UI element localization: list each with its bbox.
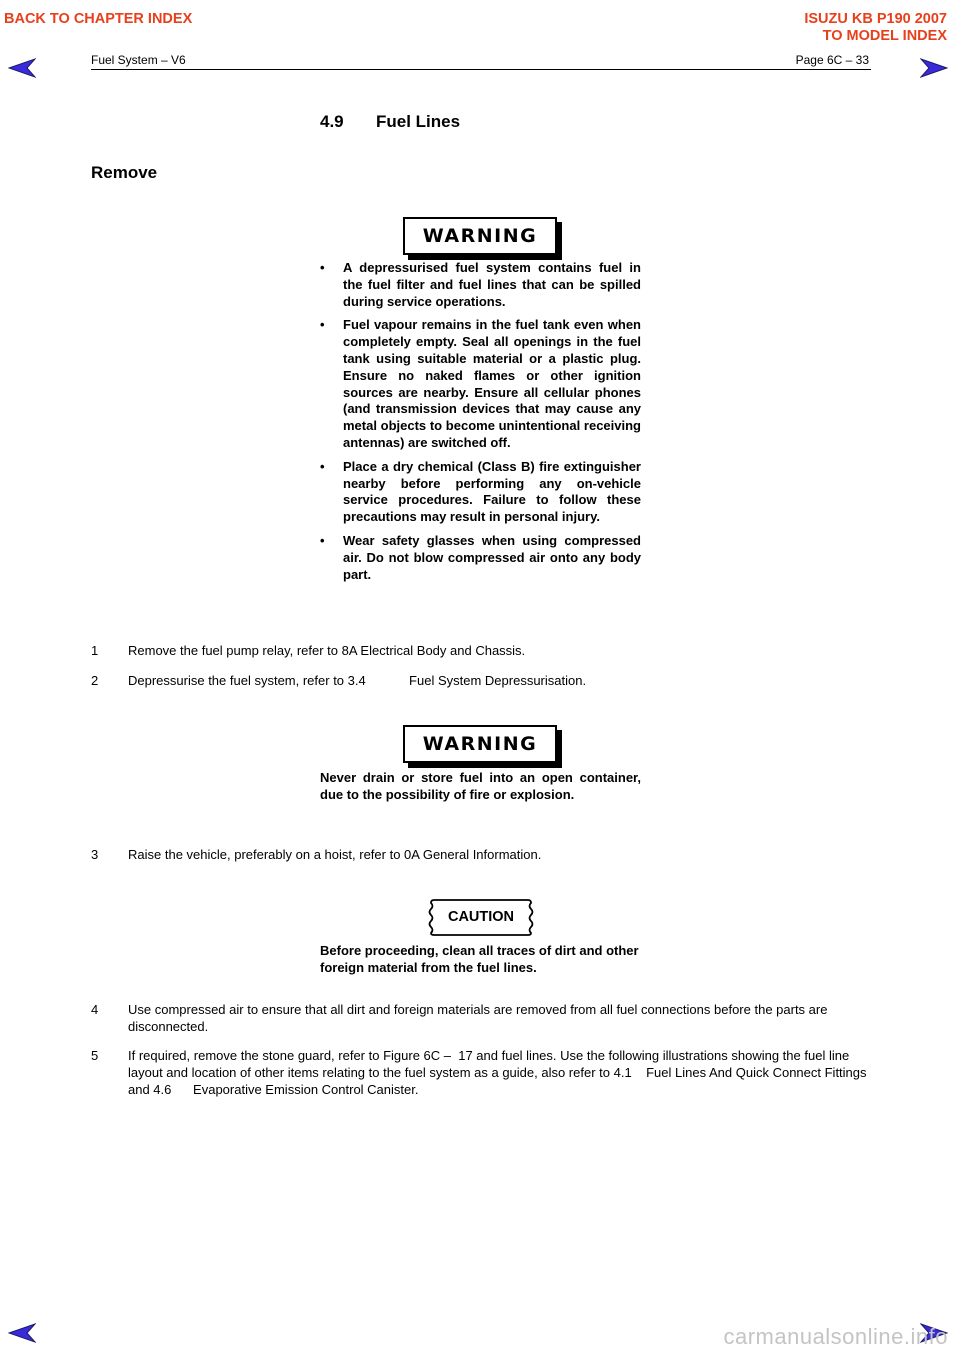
step-number: 2 bbox=[91, 673, 99, 688]
next-page-arrow-icon[interactable] bbox=[920, 58, 948, 78]
procedure-step bbox=[91, 1002, 871, 1036]
subsection-heading: Remove bbox=[91, 163, 158, 182]
section-number: 4.9 bbox=[320, 112, 344, 131]
step-number: 1 bbox=[91, 643, 99, 658]
warning-bullet: • A depressurised fuel system contains fuel in the fuel filter and fuel lines that can be spilled during service operations. bbox=[320, 260, 641, 309]
warning-bullet-list bbox=[320, 260, 641, 590]
warning-text: Never drain or store fuel into an open container, due to the possibility of fire or explosion. bbox=[320, 770, 641, 802]
section-title: Fuel Lines bbox=[376, 112, 461, 131]
prev-page-arrow-icon[interactable] bbox=[8, 58, 36, 78]
step-text: Depressurise the fuel system, refer to 3.4 Fuel System Depressurisation. bbox=[128, 673, 587, 688]
bullet-icon: • bbox=[320, 532, 325, 548]
model-index-link[interactable] bbox=[804, 11, 947, 45]
caution-text: Before proceeding, clean all traces of dirt and other foreign material from the fuel lines. bbox=[320, 943, 639, 975]
model-line-1: ISUZU KB P190 2007 bbox=[804, 11, 947, 27]
procedure-step bbox=[91, 643, 871, 660]
step-number: 3 bbox=[91, 847, 99, 862]
bullet-icon: • bbox=[320, 458, 325, 474]
bullet-icon: • bbox=[320, 260, 325, 275]
header-divider bbox=[91, 69, 871, 70]
watermark: carmanualsonline.info bbox=[723, 1324, 948, 1349]
warning-bullet: • Place a dry chemical (Class B) fire extinguisher nearby before performing any on-vehicle service procedures. Failure to follow these precautions may result in personal injury. bbox=[320, 458, 641, 525]
procedure-step bbox=[91, 673, 871, 690]
prev-page-arrow-bottom-icon[interactable] bbox=[8, 1323, 36, 1343]
warning-bullet: • Wear safety glasses when using compressed air. Do not blow compressed air onto any body part. bbox=[320, 532, 641, 582]
step-text: Raise the vehicle, preferably on a hoist, refer to 0A General Information. bbox=[128, 847, 542, 862]
procedure-step bbox=[91, 1048, 871, 1098]
warning-badge: WARNING bbox=[403, 217, 557, 255]
step-number: 4 bbox=[91, 1002, 99, 1017]
section-heading bbox=[320, 112, 460, 132]
step-text: Remove the fuel pump relay, refer to 8A Electrical Body and Chassis. bbox=[128, 643, 526, 658]
step-text: If required, remove the stone guard, refer to Figure 6C – 17 and fuel lines. Use the following illustrations showing the fuel line layout and location of other items relating to the fuel system as a guide, also refer to 4.1 Fuel Lines And Quick Connect Fittings and 4.6 Evaporative Emission Control Canister. bbox=[128, 1048, 871, 1097]
procedure-step bbox=[91, 847, 871, 864]
model-line-2: TO MODEL INDEX bbox=[822, 28, 947, 44]
step-text: Use compressed air to ensure that all dirt and foreign materials are removed from all fuel connections before the parts are disconnected. bbox=[128, 1002, 828, 1034]
back-to-chapter-index-link[interactable]: BACK TO CHAPTER INDEX bbox=[4, 11, 193, 27]
step-number: 5 bbox=[91, 1048, 99, 1063]
warning-badge: WARNING bbox=[403, 725, 557, 763]
warning-bullet: • Fuel vapour remains in the fuel tank even when completely empty. Seal all openings in the fuel tank using suitable material or a plastic plug. Ensure no naked flames or other ignition sources are nearby. Ensure all cellular phones (and transmission devices that may cause any metal objects to become unintentional receiving antennas) are switched off. bbox=[320, 317, 641, 450]
caution-badge: CAUTION bbox=[447, 909, 515, 925]
page-number: Page 6C – 33 bbox=[795, 53, 869, 67]
bullet-icon: • bbox=[320, 317, 325, 333]
page-header-title: Fuel System – V6 bbox=[91, 53, 186, 67]
